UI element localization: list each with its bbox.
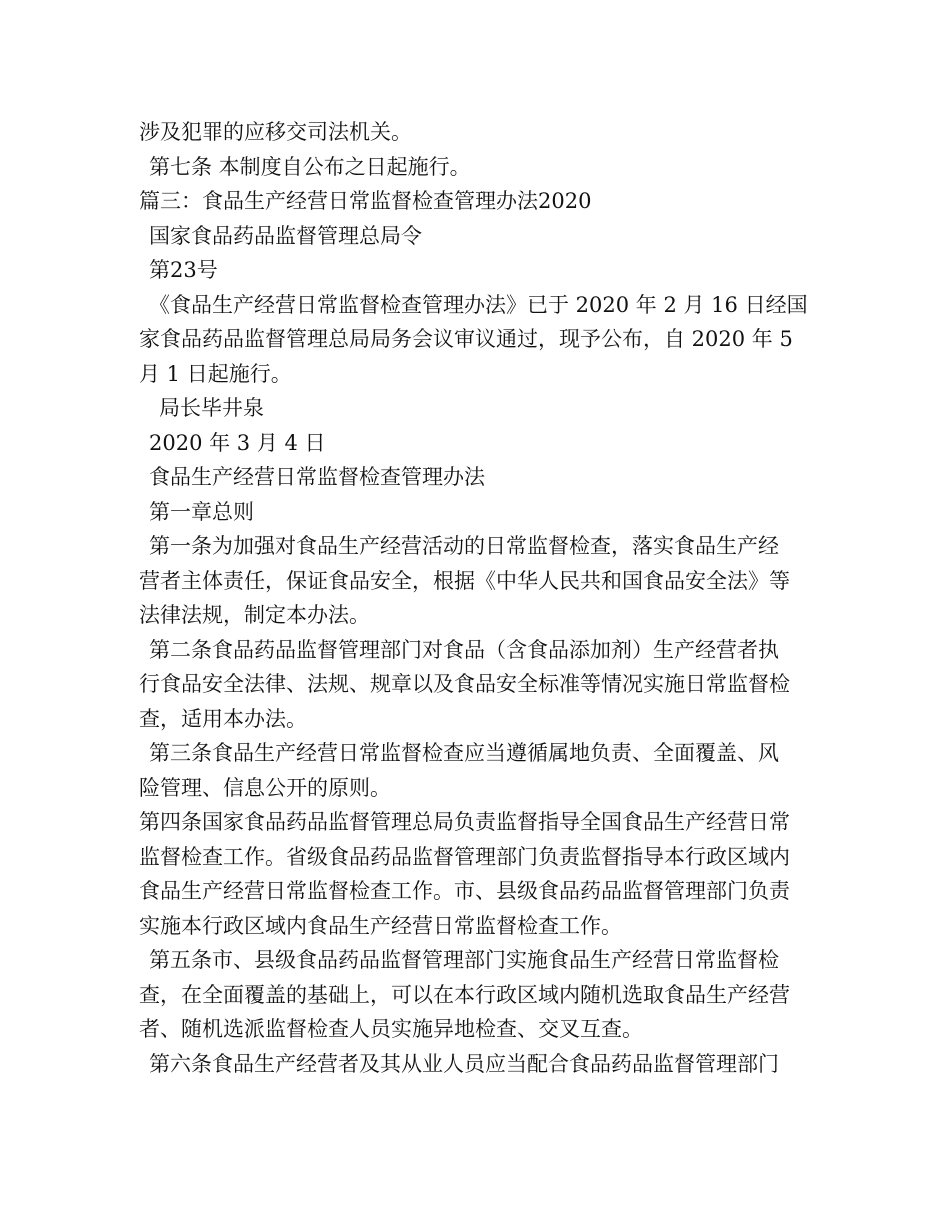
document-line: 篇三：食品生产经营日常监督检查管理办法2020 bbox=[139, 189, 592, 213]
document-line: 食品生产经营日常监督检查管理办法 bbox=[149, 465, 485, 489]
document-line: 2020 年 3 月 4 日 bbox=[149, 430, 326, 455]
document-line: 第二条食品药品监督管理部门对食品（含食品添加剂）生产经营者执 bbox=[149, 637, 779, 662]
document-line: 局长毕井泉 bbox=[159, 396, 264, 420]
document-line: 《食品生产经营日常监督检查管理办法》已于 2020 年 2 月 16 日经国 bbox=[149, 292, 808, 317]
document-line: 国家食品药品监督管理总局令 bbox=[149, 223, 422, 248]
document-line: 营者主体责任，保证食品安全，根据《中华人民共和国食品安全法》等 bbox=[139, 568, 790, 593]
document-line: 涉及犯罪的应移交司法机关。 bbox=[139, 120, 412, 144]
document-line: 险管理、信息公开的原则。 bbox=[139, 775, 391, 800]
document-line: 第四条国家食品药品监督管理总局负责监督指导全国食品生产经营日常 bbox=[139, 810, 790, 834]
document-line: 第六条食品生产经营者及其从业人员应当配合食品药品监督管理部门 bbox=[149, 1051, 779, 1076]
document-line: 法律法规，制定本办法。 bbox=[139, 603, 370, 627]
document-line: 监督检查工作。省级食品药品监督管理部门负责监督指导本行政区域内 bbox=[139, 844, 790, 869]
document-line: 实施本行政区域内食品生产经营日常监督检查工作。 bbox=[139, 913, 622, 938]
document-line: 查，适用本办法。 bbox=[139, 706, 307, 731]
document-line: 行食品安全法律、法规、规章以及食品安全标准等情况实施日常监督检 bbox=[139, 672, 790, 696]
document-line: 第五条市、县级食品药品监督管理部门实施食品生产经营日常监督检 bbox=[149, 948, 779, 972]
document-line: 者、随机选派监督检查人员实施异地检查、交叉互查。 bbox=[139, 1017, 643, 1041]
document-line: 第23号 bbox=[149, 258, 218, 282]
document-line: 查，在全面覆盖的基础上，可以在本行政区域内随机选取食品生产经营 bbox=[139, 982, 790, 1007]
document-line: 食品生产经营日常监督检查工作。市、县级食品药品监督管理部门负责 bbox=[139, 879, 790, 903]
document-line: 家食品药品监督管理总局局务会议审议通过，现予公布，自 2020 年 5 bbox=[139, 327, 793, 351]
document-line: 第七条 本制度自公布之日起施行。 bbox=[149, 154, 471, 179]
document-line: 第三条食品生产经营日常监督检查应当遵循属地负责、全面覆盖、风 bbox=[149, 741, 779, 765]
document-line: 第一条为加强对食品生产经营活动的日常监督检查，落实食品生产经 bbox=[149, 534, 779, 558]
document-body bbox=[139, 115, 815, 1081]
document-line: 第一章总则 bbox=[149, 499, 254, 524]
document-line: 月 1 日起施行。 bbox=[139, 361, 292, 386]
